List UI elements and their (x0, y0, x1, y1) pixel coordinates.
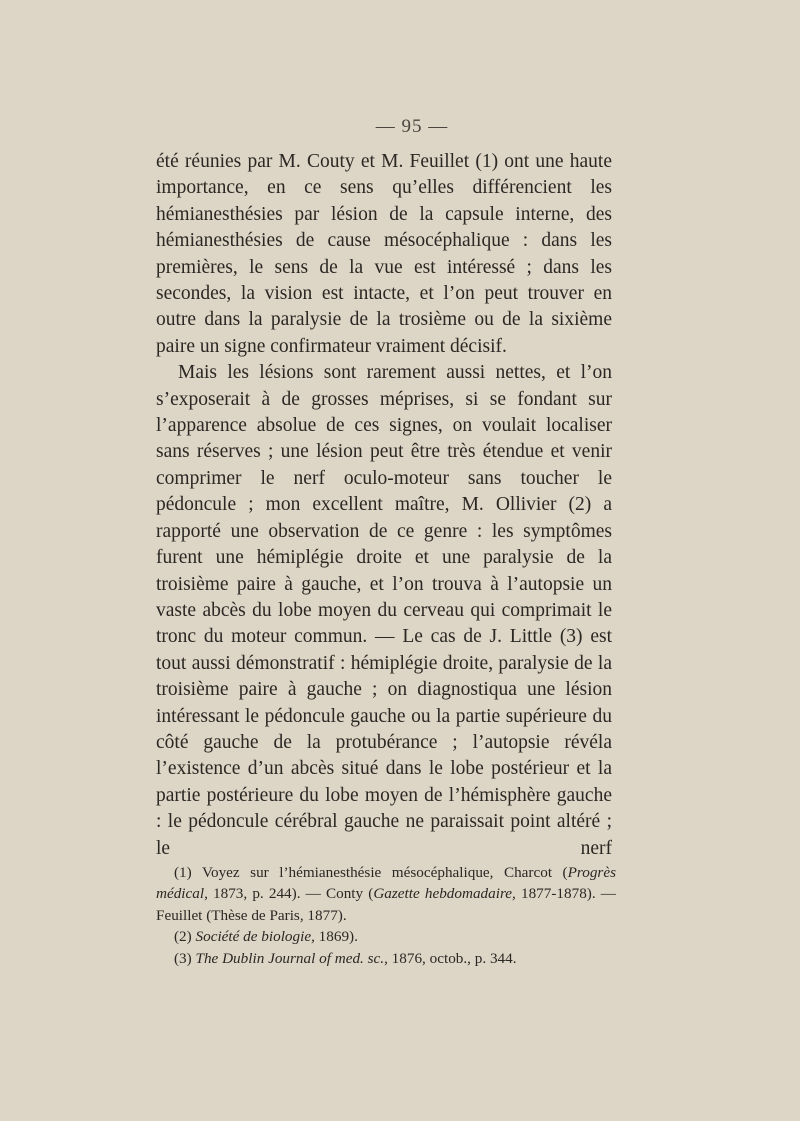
footnotes (156, 862, 616, 969)
footnote-1-marker: (1) (174, 864, 192, 881)
paragraph-1: été réunies par M. Couty et M. Feuillet (1) ont une haute importance, en ce sens qu’elles différencient les hémianesthésies par lésion de la capsule interne, des hémianesthésies de cause mésocéphalique : dans les premières, le sens de la vue est intéressé ; dans les secondes, la vision est intacte, et l’on peut trouver en outre dans la paralysie de la trosième ou de la sixième paire un signe confirmateur vraiment décisif. (156, 151, 612, 357)
footnote-1-text-a: Voyez sur l’hémianesthésie mésocéphalique, Charcot ( (201, 864, 568, 881)
footnote-1-italic-b: Gazette hebdomadaire, (373, 885, 516, 903)
paragraph-2: Mais les lésions sont rarement aussi nettes, et l’on s’exposerait à de grosses méprises, si se fondant sur l’apparence absolue de ces signes, on voulait localiser sans réserves ; une lésion peut être très étendue et venir comprimer le nerf oculo-moteur sans toucher le pédoncule ; mon excellent maître, M. Ollivier (2) a rapporté une observation de ce genre : les symptômes furent une hémiplégie droite et une paralysie de la troisième paire à gauche, et l’on trouva à l’autopsie un vaste abcès du lobe moyen du cerveau qui comprimait le tronc du moteur commun. — Le cas de J. Little (3) est tout aussi démonstratif : hémiplégie droite, paralysie de la troisième paire à gauche ; on diagnostiqua une lésion intéressant le pédoncule gauche ou la partie supérieure du côté gauche de la protubérance ; l’autopsie révéla l’existence d’un abcès situé dans le lobe postérieur et la partie postérieure du lobe moyen de l’hémisphère gauche : le pédoncule cérébral gauche ne paraissait point altéré ; le nerf (156, 362, 612, 859)
footnote-2-italic: Société de biologie, (195, 928, 315, 946)
footnote-1-text-c: 1877-1878). — Feuillet (Thèse de Paris, 1877). (156, 885, 616, 924)
footnote-1-text-b: 1873, p. 244). — Conty ( (207, 885, 374, 903)
footnote-3-italic: The Dublin Journal of med. sc., (195, 949, 388, 967)
footnote-1-italic-a: Progrès médical, (156, 864, 616, 903)
page-number: — 95 — (375, 116, 449, 137)
footnote-3-text: 1876, octob., p. 344. (387, 949, 517, 967)
footnote-2-marker: (2) (174, 928, 192, 946)
footnote-2 (156, 926, 616, 947)
main-text (156, 149, 612, 862)
footnote-2-text: 1869). (314, 928, 358, 946)
footnote-3-marker: (3) (174, 949, 192, 967)
footnote-3 (156, 948, 616, 969)
footnote-1 (156, 862, 616, 926)
